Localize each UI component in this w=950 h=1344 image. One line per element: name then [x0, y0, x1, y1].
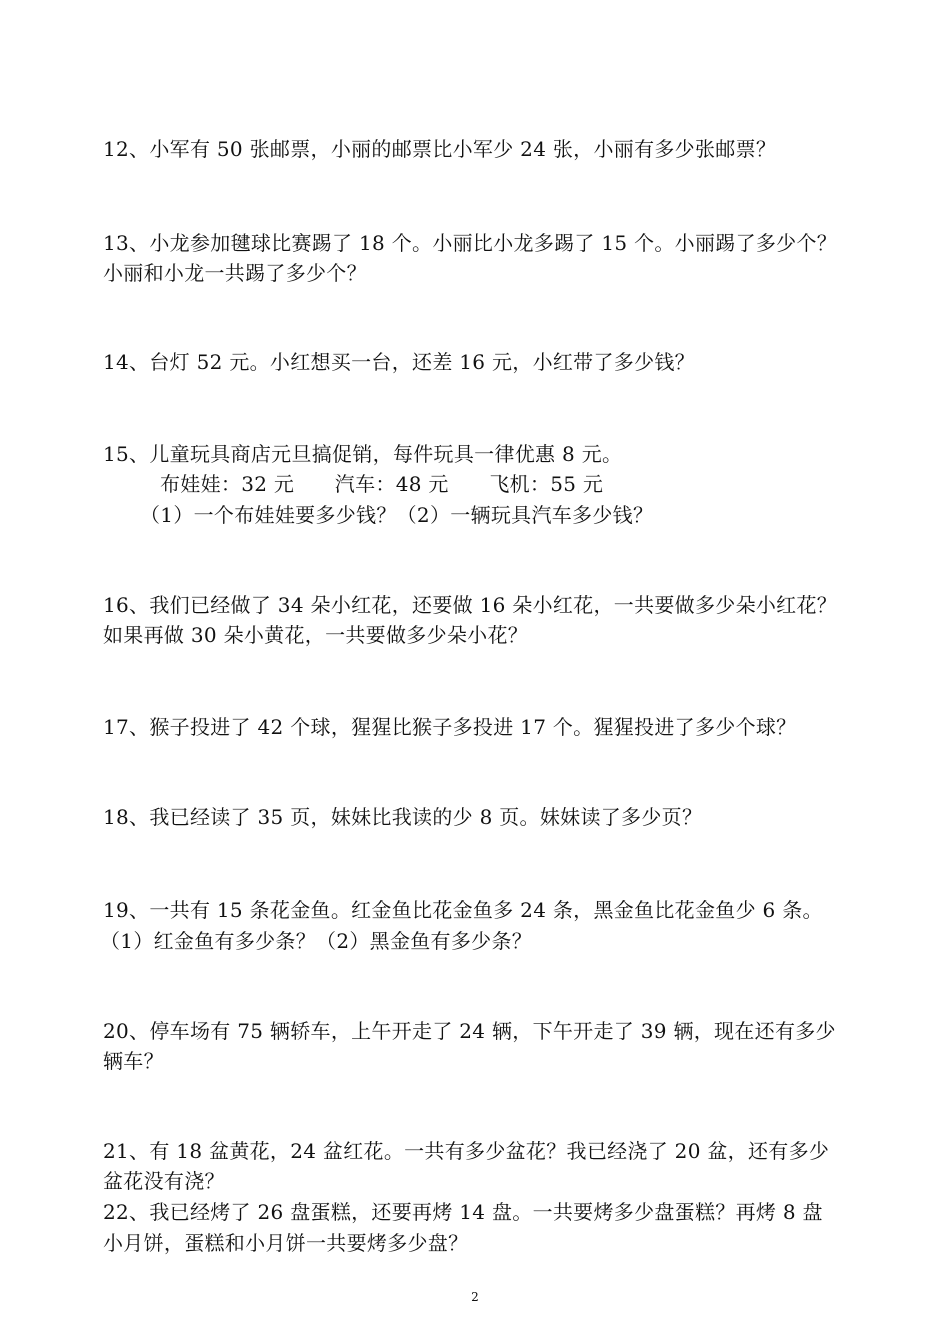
question-19-subquestions: （1）红金鱼有多少条？（2）黑金鱼有多少条？ — [100, 929, 533, 953]
question-13-line-2: 小丽和小龙一共踢了多少个？ — [103, 261, 367, 285]
question-16-line-1: 16、我们已经做了 34 朵小红花，还要做 16 朵小红花，一共要做多少朵小红花？ — [103, 593, 838, 617]
question-15-subquestions: （1）一个布娃娃要多少钱？（2）一辆玩具汽车多少钱？ — [140, 503, 654, 527]
question-22-line-2: 小月饼，蛋糕和小月饼一共要烤多少盘？ — [103, 1231, 469, 1255]
question-20-line-1: 20、停车场有 75 辆轿车，上午开走了 24 辆，下午开走了 39 辆，现在还有多少 — [103, 1019, 836, 1043]
page-number: 2 — [471, 1290, 479, 1304]
question-16-line-2: 如果再做 30 朵小黄花，一共要做多少朵小花？ — [103, 623, 529, 647]
question-19-line-1: 19、一共有 15 条花金鱼。红金鱼比花金鱼多 24 条，黑金鱼比花金鱼少 6 条。 — [103, 898, 823, 922]
question-22-line-1: 22、我已经烤了 26 盘蛋糕，还要再烤 14 盘。一共要烤多少盘蛋糕？再烤 8 盘 — [103, 1200, 823, 1224]
question-15-line-1: 15、儿童玩具商店元旦搞促销，每件玩具一律优惠 8 元。 — [103, 442, 623, 466]
question-14-line-1: 14、台灯 52 元。小红想买一台，还差 16 元，小红带了多少钱？ — [103, 350, 695, 374]
question-21-line-1: 21、有 18 盆黄花，24 盆红花。一共有多少盆花？我已经浇了 20 盆，还有多少 — [103, 1139, 830, 1163]
question-18-line-1: 18、我已经读了 35 页，妹妹比我读的少 8 页。妹妹读了多少页？ — [103, 805, 703, 829]
question-21-line-2: 盆花没有浇？ — [103, 1169, 225, 1193]
question-17-line-1: 17、猴子投进了 42 个球，猩猩比猴子多投进 17 个。猩猩投进了多少个球？ — [103, 715, 797, 739]
question-13-line-1: 13、小龙参加毽球比赛踢了 18 个。小丽比小龙多踢了 15 个。小丽踢了多少个？ — [103, 231, 838, 255]
question-15-price-list: 布娃娃：32 元 汽车：48 元 飞机：55 元 — [160, 472, 604, 496]
question-20-line-2: 辆车？ — [103, 1049, 164, 1073]
question-12-line-1: 12、小军有 50 张邮票，小丽的邮票比小军少 24 张，小丽有多少张邮票？ — [103, 137, 777, 161]
